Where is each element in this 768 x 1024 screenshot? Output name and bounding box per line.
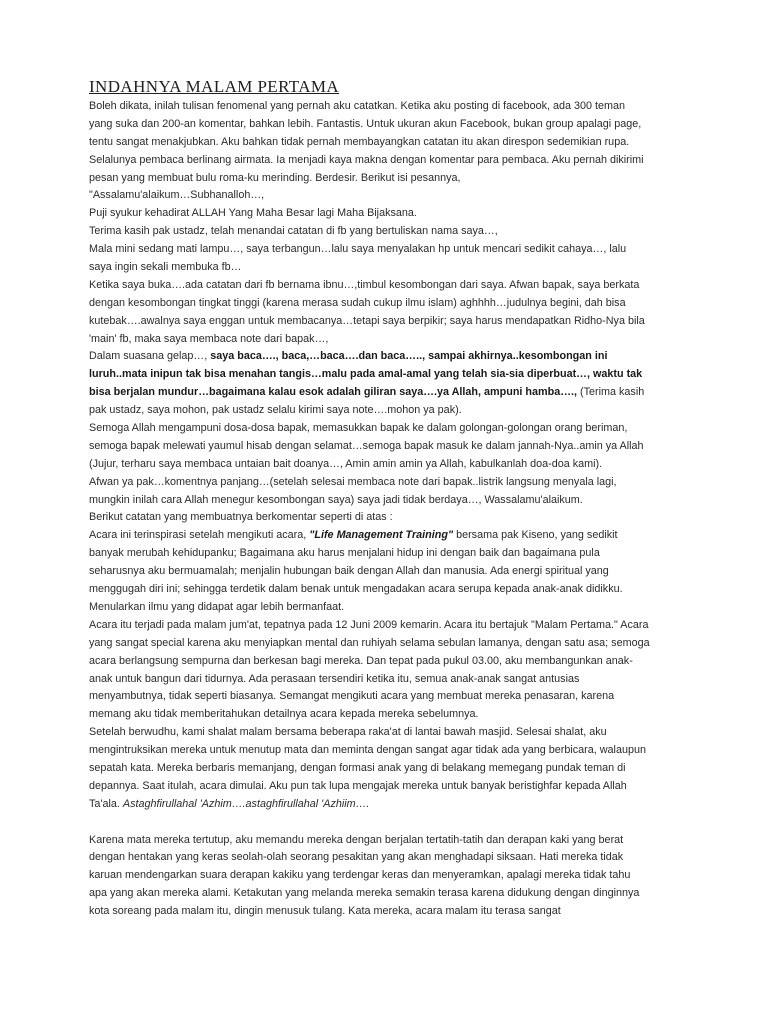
text-segment: menggugah diri ini; sehingga terdetik dalam benak untuk mengadakan acara serupa kepada anak-anak didikku. [89, 583, 623, 596]
text-line [89, 152, 689, 170]
text-line [89, 205, 689, 223]
text-line [89, 885, 689, 903]
document-body [89, 98, 689, 921]
text-line [89, 187, 689, 205]
text-line [89, 867, 689, 885]
text-segment: apa yang akan mereka alami. Ketakutan yang melanda mereka semakin terasa karena didukung dengan dinginnya [89, 887, 640, 900]
text-segment: mungkin inilah cara Allah menegur kesombongan saya) saya jadi tidak berdaya…, Wassalamu'alaikum. [89, 493, 583, 506]
text-line [89, 456, 689, 474]
document-page [89, 76, 689, 921]
text-line [89, 527, 689, 545]
text-line [89, 742, 689, 760]
text-segment: kutebak….awalnya saya enggan untuk membacanya…tetapi saya berpikir; saya harus mendapatkan Ridho-Nya bila [89, 314, 645, 327]
text-line [89, 581, 689, 599]
text-segment: Acara itu terjadi pada malam jum'at, tepatnya pada 12 Juni 2009 kemarin. Acara itu bertajuk "Malam Pertama." Acara [89, 618, 649, 631]
text-segment: semoga bapak melewati yaumul hisab dengan selamat…semoga bapak masuk ke dalam jannah-Nya..amin ya Allah [89, 439, 644, 452]
text-segment: anak untuk bangun dari tidurnya. Ada perasaan tersendiri ketika itu, semua anak-anak sangat antusias [89, 672, 580, 685]
document-title: INDAHNYA MALAM PERTAMA [89, 77, 340, 96]
text-segment: Afwan ya pak…komentnya panjang…(setelah selesai membaca note dari bapak..listrik langsung menyala lagi, [89, 475, 617, 488]
text-line [89, 277, 689, 295]
text-segment: bersama pak Kiseno, yang sedikit [453, 529, 618, 542]
text-segment: saya baca…., baca,…baca….dan baca….., sampai akhirnya..kesombongan ini [210, 350, 608, 363]
text-segment: seharusnya aku bermuamalah; menjalin hubungan baik dengan Allah dan manusia. Ada energi spiritual yang [89, 565, 609, 578]
text-segment: Selalunya pembaca berlinang airmata. Ia menjadi kaya makna dengan komentar para pembaca. Aku pernah dikirimi [89, 153, 644, 166]
text-segment: yang sangat special karena aku menyiapkan mental dan ruhiyah selama sebulan lamanya, dengan satu asa; semoga [89, 636, 650, 649]
text-line [89, 778, 689, 796]
text-line [89, 563, 689, 581]
text-segment: 'main' fb, maka saya membaca note dari bapak…, [89, 332, 329, 345]
text-line [89, 599, 689, 617]
text-line [89, 688, 689, 706]
text-segment: Semoga Allah mengampuni dosa-dosa bapak, memasukkan bapak ke dalam golongan-golongan orang beriman, [89, 422, 628, 435]
text-segment: yang suka dan 200-an komentar, bahkan lebih. Fantastis. Untuk ukuran akun Facebook, bukan group apalagi page, [89, 117, 642, 130]
text-line [89, 903, 689, 921]
text-segment: Ta'ala. [89, 797, 123, 810]
text-segment: mengintruksikan mereka untuk menutup mata dan meminta dengan sangat agar tidak ada yang berbicara, walaupun [89, 744, 646, 757]
text-line [89, 796, 689, 814]
text-line [89, 653, 689, 671]
text-line [89, 509, 689, 527]
text-line [89, 134, 689, 152]
text-line [89, 492, 689, 510]
text-segment: (Terima kasih [577, 386, 645, 399]
text-segment: dengan kesombongan tingkat tinggi (karena merasa sudah cukup ilmu islam) aghhhh…judulnya begini, dah bisa [89, 296, 626, 309]
text-line [89, 313, 689, 331]
text-line [89, 671, 689, 689]
text-segment: Boleh dikata, inilah tulisan fenomenal yang pernah aku catatkan. Ketika aku posting di facebook, ada 300 teman [89, 100, 626, 112]
text-line [89, 724, 689, 742]
text-segment: memang aku tidak memberitahukan detailnya acara kepada mereka sebelumnya. [89, 708, 479, 721]
text-segment: Dalam suasana gelap…, [89, 350, 211, 363]
text-segment: Berikut catatan yang membuatnya berkomentar seperti di atas : [89, 511, 393, 524]
text-segment: acara berlangsung sempurna dan berkesan bagi mereka. Dan tepat pada pukul 03.00, aku membangunkan anak- [89, 654, 633, 667]
text-segment: luruh..mata inipun tak bisa menahan tangis…malu pada amal-amal yang telah sia-sia diperbuat…, waktu tak [89, 368, 643, 381]
text-segment: Puji syukur kehadirat ALLAH Yang Maha Besar lagi Maha Bijaksana. [89, 207, 417, 220]
text-line [89, 366, 689, 384]
text-line [89, 331, 689, 349]
text-line [89, 348, 689, 366]
blank-line [89, 814, 689, 832]
text-segment: bisa berjalan mundur…bagaimana kalau esok adalah giliran saya….ya Allah, ampuni hamba…., [89, 386, 578, 399]
text-line [89, 295, 689, 313]
text-segment: "Life Management Training" [309, 529, 454, 542]
text-segment: dengan hentakan yang keras seolah-olah seorang pesakitan yang akan menghadapi siksaan. Hati mereka tidak [89, 851, 624, 864]
text-segment: "Assalamu'alaikum…Subhanalloh…, [89, 189, 265, 202]
text-segment: Menularkan ilmu yang didapat agar lebih bermanfaat. [89, 600, 345, 613]
text-line [89, 241, 689, 259]
text-segment: saya ingin sekali membuka fb… [89, 261, 242, 274]
text-line [89, 849, 689, 867]
text-line [89, 402, 689, 420]
text-line [89, 98, 689, 116]
text-segment: (Jujur, terharu saya membaca untaian bait doanya…, Amin amin amin ya Allah, kabulkanlah doa-doa kami). [89, 457, 603, 470]
text-line [89, 760, 689, 778]
text-segment: Setelah berwudhu, kami shalat malam bersama beberapa raka'at di lantai bawah masjid. Selesai shalat, aku [89, 726, 607, 739]
text-line [89, 706, 689, 724]
text-line [89, 438, 689, 456]
text-line [89, 259, 689, 277]
text-segment: Ketika saya buka….ada catatan dari fb bernama ibnu…,timbul kesombongan dari saya. Afwan bapak, saya berkata [89, 278, 640, 291]
text-segment: pak ustadz, saya mohon, pak ustadz selalu kirimi saya note….mohon ya pak). [89, 404, 462, 417]
text-segment: Acara ini terinspirasi setelah mengikuti acara, [89, 529, 310, 542]
text-segment: Karena mata mereka tertutup, aku memandu mereka dengan berjalan tertatih-tatih dan derapan kaki yang berat [89, 833, 624, 846]
text-line [89, 832, 689, 850]
text-line [89, 545, 689, 563]
text-segment: kota soreang pada malam itu, dingin menusuk tulang. Kata mereka, acara malam itu terasa sangat [89, 905, 561, 918]
text-line [89, 384, 689, 402]
text-segment: Terima kasih pak ustadz, telah menandai catatan di fb yang bertuliskan nama saya…, [89, 225, 498, 238]
text-segment: karuan mendengarkan suara derapan kakiku yang terdengar keras dan menyeramkan, apalagi mereka tidak tahu [89, 869, 631, 882]
text-line [89, 223, 689, 241]
text-line [89, 635, 689, 653]
text-segment: banyak merubah kehidupanku; Bagaimana aku harus menjalani hidup ini dengan baik dan bagaimana pula [89, 547, 600, 560]
text-segment: menyambutnya, tidak seperti biasanya. Semangat mengikuti acara yang membuat mereka penasaran, karena [89, 690, 615, 703]
text-segment: depannya. Saat itulah, acara dimulai. Aku pun tak lupa mengajak mereka untuk banyak beristighfar kepada Allah [89, 779, 627, 792]
text-line [89, 474, 689, 492]
text-segment: sepatah kata. Mereka berbaris memanjang, dengan formasi anak yang di belakang memegang pundak teman di [89, 761, 626, 774]
text-line [89, 170, 689, 188]
text-line [89, 617, 689, 635]
text-segment: Astaghfirullahal 'Azhim….astaghfirullahal 'Azhiim…. [122, 797, 370, 810]
text-line [89, 116, 689, 134]
text-segment: Mala mini sedang mati lampu…, saya terbangun…lalu saya menyalakan hp untuk mencari sedikit cahaya…, lalu [89, 243, 627, 256]
text-line [89, 420, 689, 438]
text-segment: tentu sangat menakjubkan. Aku bahkan tidak pernah membayangkan catatan itu akan direspon sedemikian rupa. [89, 135, 630, 148]
text-segment: pesan yang membuat bulu roma-ku merinding. Berdesir. Berikut isi pesannya, [89, 171, 461, 184]
